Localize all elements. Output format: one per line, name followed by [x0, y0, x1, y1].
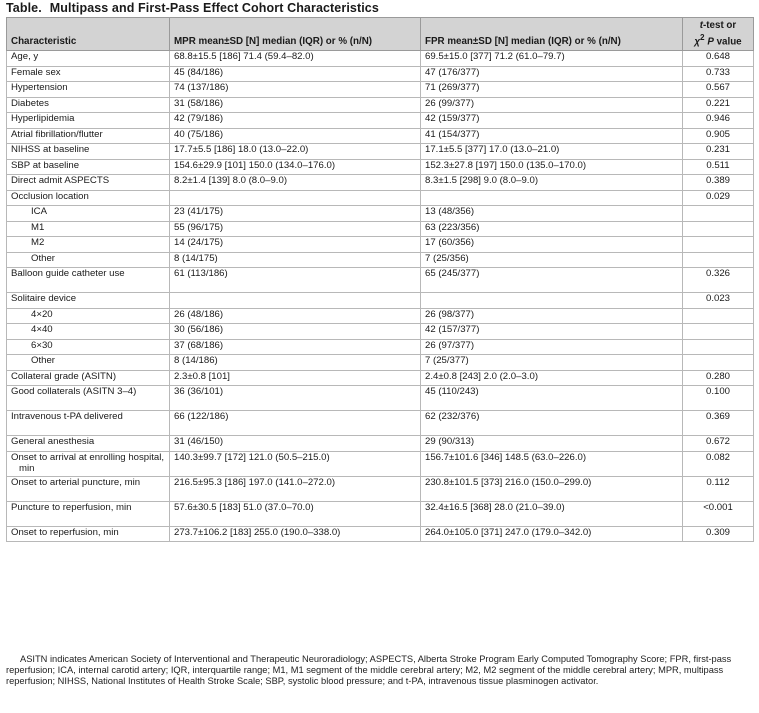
row-p-value: 0.309 — [683, 526, 754, 542]
table-header-row — [7, 18, 754, 51]
row-mpr-value: 55 (96/175) — [170, 221, 421, 237]
table-row — [7, 175, 754, 191]
row-label: Hyperlipidemia — [7, 113, 170, 129]
row-mpr-value: 40 (75/186) — [170, 128, 421, 144]
row-fpr-value: 71 (269/377) — [421, 82, 683, 98]
row-mpr-value: 57.6±30.5 [183] 51.0 (37.0–70.0) — [170, 501, 421, 526]
row-mpr-value: 26 (48/186) — [170, 308, 421, 324]
row-mpr-value: 66 (122/186) — [170, 411, 421, 436]
row-label: Good collaterals (ASITN 3–4) — [7, 386, 170, 411]
row-fpr-value: 65 (245/377) — [421, 268, 683, 293]
row-mpr-value: 45 (84/186) — [170, 66, 421, 82]
row-fpr-value: 42 (157/377) — [421, 324, 683, 340]
row-fpr-value: 7 (25/377) — [421, 355, 683, 371]
row-label: Balloon guide catheter use — [7, 268, 170, 293]
row-fpr-value: 17 (60/356) — [421, 237, 683, 253]
row-p-value: 0.648 — [683, 51, 754, 67]
row-mpr-value: 36 (36/101) — [170, 386, 421, 411]
row-label: 4×20 — [7, 308, 170, 324]
row-p-value — [683, 324, 754, 340]
row-p-value — [683, 237, 754, 253]
row-fpr-value: 63 (223/356) — [421, 221, 683, 237]
row-label: M2 — [7, 237, 170, 253]
row-p-value — [683, 221, 754, 237]
header-p-t: t — [699, 20, 704, 31]
header-p-value-word: value — [713, 36, 742, 48]
row-mpr-value — [170, 190, 421, 206]
caption-label: Table. — [6, 1, 42, 15]
row-p-value: 0.389 — [683, 175, 754, 191]
row-label: NIHSS at baseline — [7, 144, 170, 160]
table-row — [7, 293, 754, 309]
row-label: SBP at baseline — [7, 159, 170, 175]
row-label: Other — [7, 355, 170, 371]
row-p-value — [683, 355, 754, 371]
row-label: Female sex — [7, 66, 170, 82]
table-row — [7, 355, 754, 371]
row-label: Other — [7, 252, 170, 268]
row-label: Hypertension — [7, 82, 170, 98]
table-row — [7, 66, 754, 82]
table-row — [7, 252, 754, 268]
row-mpr-value: 23 (41/175) — [170, 206, 421, 222]
row-p-value — [683, 308, 754, 324]
row-fpr-value: 41 (154/377) — [421, 128, 683, 144]
row-label: Onset to reperfusion, min — [7, 526, 170, 542]
row-mpr-value: 74 (137/186) — [170, 82, 421, 98]
row-mpr-value: 273.7±106.2 [183] 255.0 (190.0–338.0) — [170, 526, 421, 542]
row-fpr-value: 42 (159/377) — [421, 113, 683, 129]
row-p-value: 0.112 — [683, 476, 754, 501]
row-fpr-value: 156.7±101.6 [346] 148.5 (63.0–226.0) — [421, 451, 683, 476]
table-row — [7, 411, 754, 436]
row-fpr-value: 17.1±5.5 [377] 17.0 (13.0–21.0) — [421, 144, 683, 160]
row-mpr-value: 31 (46/150) — [170, 436, 421, 452]
row-fpr-value: 26 (99/377) — [421, 97, 683, 113]
row-mpr-value — [170, 293, 421, 309]
table-row — [7, 97, 754, 113]
row-mpr-value: 68.8±15.5 [186] 71.4 (59.4–82.0) — [170, 51, 421, 67]
row-label: 4×40 — [7, 324, 170, 340]
row-mpr-value: 42 (79/186) — [170, 113, 421, 129]
table-row — [7, 113, 754, 129]
row-mpr-value: 37 (68/186) — [170, 339, 421, 355]
row-mpr-value: 8 (14/175) — [170, 252, 421, 268]
table-row — [7, 501, 754, 526]
row-fpr-value — [421, 190, 683, 206]
row-mpr-value: 2.3±0.8 [101] — [170, 370, 421, 386]
row-fpr-value: 13 (48/356) — [421, 206, 683, 222]
row-p-value: 0.326 — [683, 268, 754, 293]
table-row — [7, 128, 754, 144]
header-p-value — [683, 18, 754, 51]
row-mpr-value: 31 (58/186) — [170, 97, 421, 113]
row-label: Diabetes — [7, 97, 170, 113]
row-fpr-value: 152.3±27.8 [197] 150.0 (135.0–170.0) — [421, 159, 683, 175]
row-fpr-value: 29 (90/313) — [421, 436, 683, 452]
row-label: General anesthesia — [7, 436, 170, 452]
row-p-value: <0.001 — [683, 501, 754, 526]
table-row — [7, 159, 754, 175]
row-p-value: 0.905 — [683, 128, 754, 144]
row-label: Intravenous t-PA delivered — [7, 411, 170, 436]
row-fpr-value — [421, 293, 683, 309]
row-p-value: 0.231 — [683, 144, 754, 160]
row-p-value: 0.567 — [683, 82, 754, 98]
row-label: Onset to arrival at enrolling hospital, min — [7, 451, 170, 476]
row-mpr-value: 216.5±95.3 [186] 197.0 (141.0–272.0) — [170, 476, 421, 501]
table-row — [7, 237, 754, 253]
header-p-sup: 2 — [700, 33, 705, 42]
table-body — [7, 51, 754, 542]
row-fpr-value: 47 (176/377) — [421, 66, 683, 82]
table-row — [7, 339, 754, 355]
row-mpr-value: 8.2±1.4 [139] 8.0 (8.0–9.0) — [170, 175, 421, 191]
row-mpr-value: 30 (56/186) — [170, 324, 421, 340]
row-fpr-value: 45 (110/243) — [421, 386, 683, 411]
row-p-value: 0.733 — [683, 66, 754, 82]
table-row — [7, 308, 754, 324]
row-fpr-value: 26 (97/377) — [421, 339, 683, 355]
table-row — [7, 206, 754, 222]
row-mpr-value: 17.7±5.5 [186] 18.0 (13.0–22.0) — [170, 144, 421, 160]
row-mpr-value: 140.3±99.7 [172] 121.0 (50.5–215.0) — [170, 451, 421, 476]
table-row — [7, 221, 754, 237]
row-fpr-value: 8.3±1.5 [298] 9.0 (8.0–9.0) — [421, 175, 683, 191]
table-row — [7, 82, 754, 98]
table-row — [7, 526, 754, 542]
row-fpr-value: 7 (25/356) — [421, 252, 683, 268]
table-row — [7, 268, 754, 293]
row-p-value: 0.672 — [683, 436, 754, 452]
row-p-value: 0.221 — [683, 97, 754, 113]
row-fpr-value: 2.4±0.8 [243] 2.0 (2.0–3.0) — [421, 370, 683, 386]
row-p-value: 0.280 — [683, 370, 754, 386]
row-p-value: 0.082 — [683, 451, 754, 476]
row-label: Onset to arterial puncture, min — [7, 476, 170, 501]
row-fpr-value: 264.0±105.0 [371] 247.0 (179.0–342.0) — [421, 526, 683, 542]
row-p-value — [683, 206, 754, 222]
row-label: Occlusion location — [7, 190, 170, 206]
header-characteristic: Characteristic — [7, 18, 170, 51]
header-fpr: FPR mean±SD [N] median (IQR) or % (n/N) — [421, 18, 683, 51]
header-p-ttest: -test or — [703, 20, 737, 31]
row-fpr-value: 69.5±15.0 [377] 71.2 (61.0–79.7) — [421, 51, 683, 67]
table-row — [7, 386, 754, 411]
row-p-value: 0.023 — [683, 293, 754, 309]
caption-title: Multipass and First-Pass Effect Cohort Characteristics — [49, 1, 379, 15]
table-row — [7, 451, 754, 476]
row-label: ICA — [7, 206, 170, 222]
table-row — [7, 190, 754, 206]
row-p-value — [683, 339, 754, 355]
row-label: Atrial fibrillation/flutter — [7, 128, 170, 144]
row-label: Age, y — [7, 51, 170, 67]
row-mpr-value: 154.6±29.9 [101] 150.0 (134.0–176.0) — [170, 159, 421, 175]
header-p-letter: P — [707, 36, 714, 48]
row-label: 6×30 — [7, 339, 170, 355]
header-p-chi: χ — [694, 36, 701, 48]
row-mpr-value: 8 (14/186) — [170, 355, 421, 371]
row-p-value: 0.369 — [683, 411, 754, 436]
row-p-value — [683, 252, 754, 268]
row-p-value: 0.100 — [683, 386, 754, 411]
table-row — [7, 436, 754, 452]
row-label: Direct admit ASPECTS — [7, 175, 170, 191]
table-caption — [6, 1, 379, 15]
table-footnote: ASITN indicates American Society of Interventional and Therapeutic Neuroradiology; ASPECTS, Alberta Stroke Program Early Computed Tomography Score; FPR, first-pass reperfusion; ICA, internal carotid artery; IQR, interquartile range; M1, M1 segment of the middle cerebral artery; M2, M2 segment of the middle cerebral artery; MPR, multipass reperfusion; NIHSS, National Institutes of Health Stroke Scale; SBP, systolic blood pressure; and t-PA, intravenous tissue plasminogen activator. — [6, 654, 732, 687]
row-label: Solitaire device — [7, 293, 170, 309]
row-mpr-value: 61 (113/186) — [170, 268, 421, 293]
table-row — [7, 370, 754, 386]
table-row — [7, 144, 754, 160]
row-fpr-value: 62 (232/376) — [421, 411, 683, 436]
row-fpr-value: 26 (98/377) — [421, 308, 683, 324]
header-mpr: MPR mean±SD [N] median (IQR) or % (n/N) — [170, 18, 421, 51]
cohort-characteristics-table — [6, 17, 754, 542]
row-p-value: 0.511 — [683, 159, 754, 175]
row-label: Collateral grade (ASITN) — [7, 370, 170, 386]
row-p-value: 0.029 — [683, 190, 754, 206]
table-row — [7, 51, 754, 67]
row-p-value: 0.946 — [683, 113, 754, 129]
row-label: Puncture to reperfusion, min — [7, 501, 170, 526]
row-fpr-value: 230.8±101.5 [373] 216.0 (150.0–299.0) — [421, 476, 683, 501]
table-row — [7, 476, 754, 501]
table-row — [7, 324, 754, 340]
row-fpr-value: 32.4±16.5 [368] 28.0 (21.0–39.0) — [421, 501, 683, 526]
row-mpr-value: 14 (24/175) — [170, 237, 421, 253]
row-label: M1 — [7, 221, 170, 237]
